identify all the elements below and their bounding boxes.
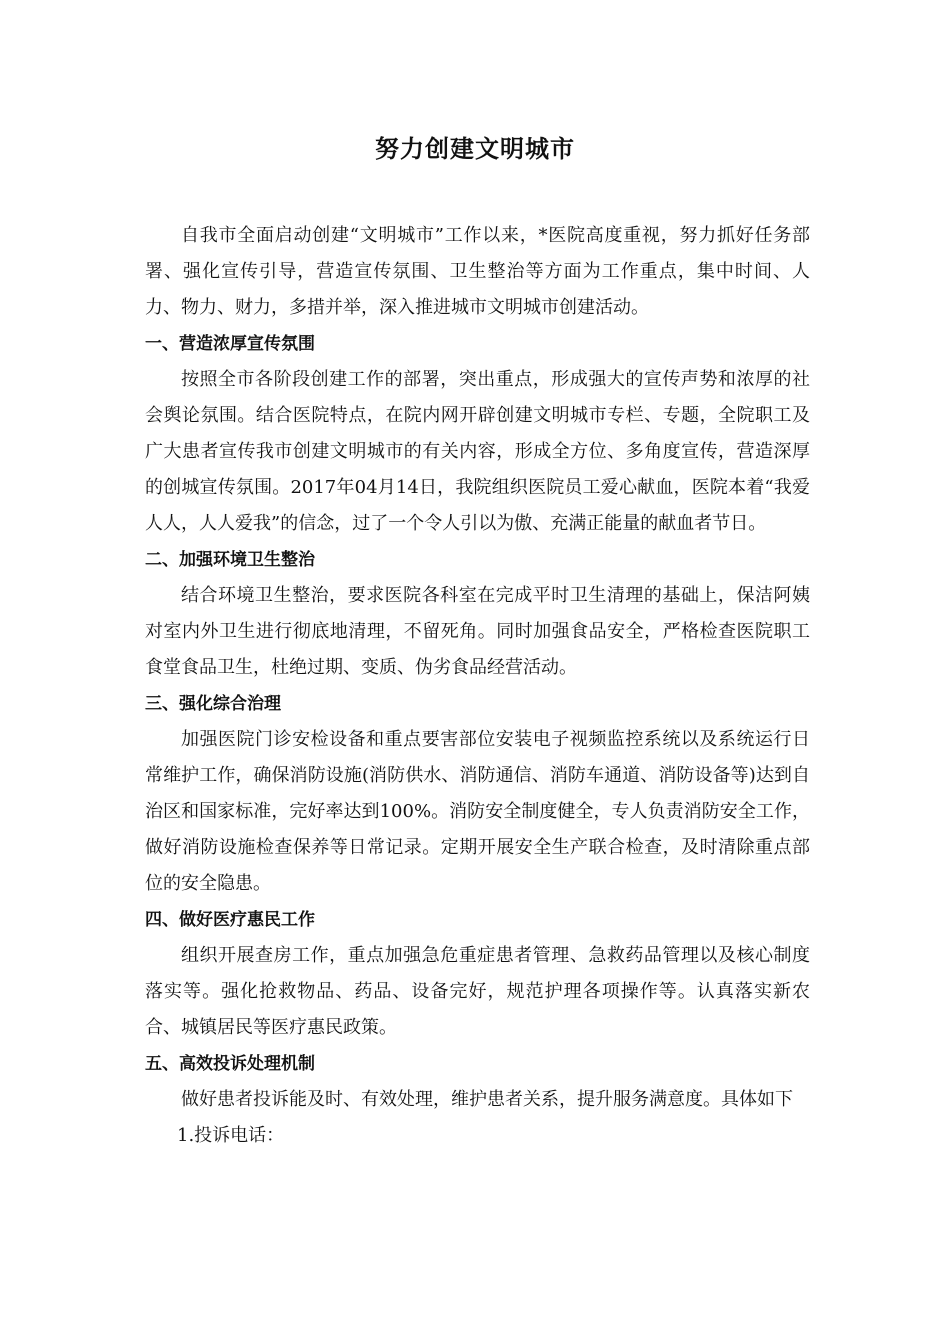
section-paragraph-publicity: 按照全市各阶段创建工作的部署，突出重点，形成强大的宣传声势和浓厚的社会舆论氛围。结合医院特点，在院内网开辟创建文明城市专栏、专题，全院职工及广大患者宣传我市创建文明城市的有关内容，形成全方位、多角度宣传，营造深厚的创城宣传氛围。2017年04月14日，我院组织医院员工爱心献血，医院本着“我爱人人，人人爱我”的信念，过了一个令人引以为傲、充满正能量的献血者节日。: [145, 369, 810, 534]
section-paragraph-governance: 加强医院门诊安检设备和重点要害部位安装电子视频监控系统以及系统运行日常维护工作，确保消防设施(消防供水、消防通信、消防车通道、消防设备等)达到自治区和国家标准，完好率达到100%。消防安全制度健全，专人负责消防安全工作，做好消防设施检查保养等日常记录。定期开展安全生产联合检查，及时清除重点部位的安全隐患。: [145, 729, 810, 894]
section-heading-publicity: 一、营造浓厚宣传氛围: [145, 334, 315, 354]
document-body: [145, 218, 810, 1154]
section-paragraph-complaints: 做好患者投诉能及时、有效处理，维护患者关系，提升服务满意度。具体如下: [181, 1089, 793, 1110]
section-heading-governance: 三、强化综合治理: [145, 694, 281, 714]
section-heading-complaints: 五、高效投诉处理机制: [145, 1054, 315, 1074]
section-paragraph-sanitation: 结合环境卫生整治，要求医院各科室在完成平时卫生清理的基础上，保洁阿姨对室内外卫生进行彻底地清理，不留死角。同时加强食品安全，严格检查医院职工食堂食品卫生，杜绝过期、变质、伪劣食品经营活动。: [145, 585, 810, 678]
section-heading-sanitation: 二、加强环境卫生整治: [145, 550, 315, 570]
section-heading-medical-benefit: 四、做好医疗惠民工作: [145, 910, 315, 930]
intro-paragraph: 自我市全面启动创建“文明城市”工作以来，*医院高度重视，努力抓好任务部署、强化宣传引导，营造宣传氛围、卫生整治等方面为工作重点，集中时间、人力、物力、财力，多措并举，深入推进城市文明城市创建活动。: [145, 225, 810, 318]
list-item-complaint-phone: 1.投诉电话：: [177, 1125, 285, 1146]
section-paragraph-medical-benefit: 组织开展查房工作，重点加强急危重症患者管理、急救药品管理以及核心制度落实等。强化抢救物品、药品、设备完好，规范护理各项操作等。认真落实新农合、城镇居民等医疗惠民政策。: [145, 945, 810, 1038]
document-title: 努力创建文明城市: [375, 135, 575, 163]
